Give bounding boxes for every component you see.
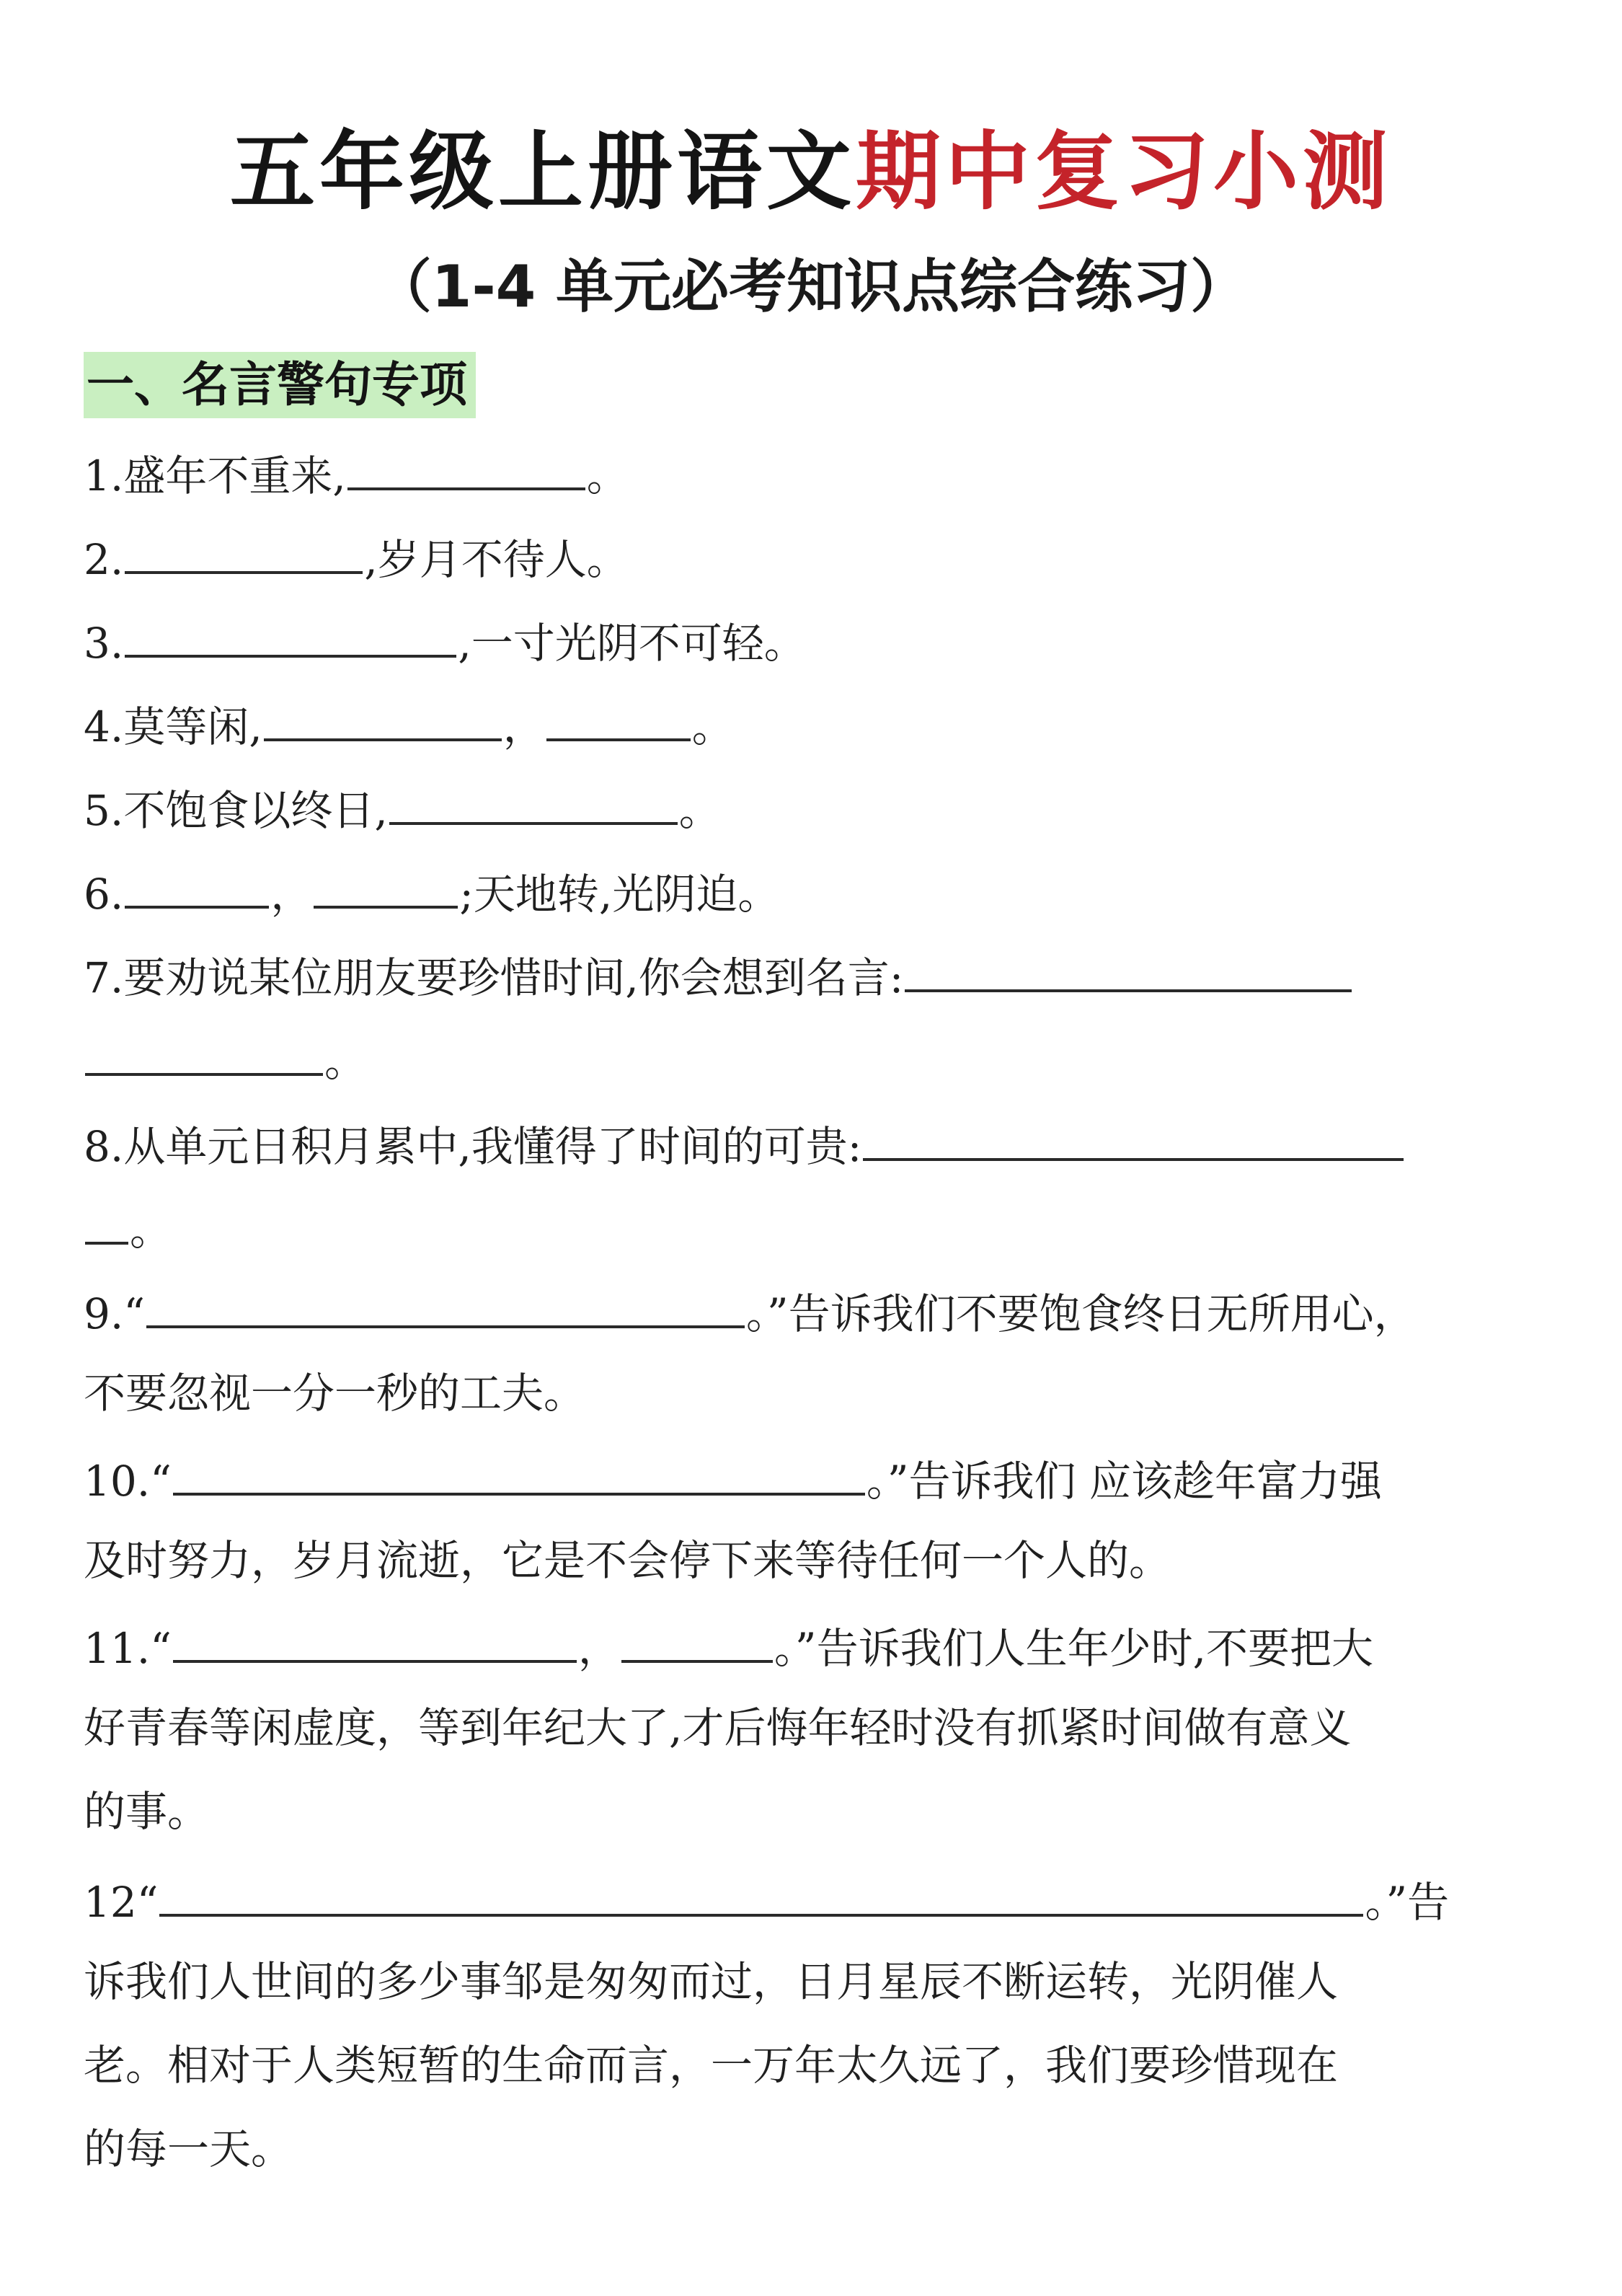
question-12-cont: 诉我们人世间的多少事邹是匆匆而过，日月星辰不断运转，光阴催人 xyxy=(84,1957,1339,2006)
question-text-end: 。 xyxy=(324,1037,367,1086)
question-text-end: ,岁月不待人。 xyxy=(364,535,629,584)
page-title xyxy=(0,121,1622,222)
separator: ， xyxy=(270,870,313,919)
question-12 xyxy=(84,1869,1449,1931)
separator: ， xyxy=(577,1624,620,1673)
question-7-cont xyxy=(84,1028,366,1090)
title-red-part: 期中复习小测 xyxy=(856,122,1393,221)
answer-blank-cont[interactable] xyxy=(85,1197,128,1245)
question-text-end: 。”告 xyxy=(1365,1878,1450,1927)
question-number: 1. xyxy=(84,451,124,500)
answer-blank[interactable] xyxy=(389,777,678,825)
question-number: 5. xyxy=(84,786,124,835)
question-text-end: 。”告诉我们人生年少时,不要把大 xyxy=(774,1624,1374,1673)
answer-blank[interactable] xyxy=(314,861,458,909)
answer-blank[interactable] xyxy=(146,1281,745,1328)
question-number: 7. xyxy=(84,953,124,1002)
question-text: 不饱食以终日, xyxy=(123,786,388,835)
answer-blank[interactable] xyxy=(347,443,585,490)
question-8-cont xyxy=(84,1197,172,1259)
question-text: 要劝说某位朋友要珍惜时间,你会想到名言: xyxy=(123,953,904,1002)
question-text: 从单元日积月累中,我懂得了时间的可贵: xyxy=(123,1122,862,1171)
answer-blank[interactable] xyxy=(125,526,363,574)
title-black-part: 五年级上册语文 xyxy=(229,122,856,221)
question-number: 12 xyxy=(84,1878,137,1927)
question-number: 9. xyxy=(84,1289,124,1338)
answer-blank[interactable] xyxy=(173,1448,865,1496)
answer-blank[interactable] xyxy=(159,1869,1363,1917)
question-7 xyxy=(84,945,1353,1007)
question-text-end: 。 xyxy=(678,786,721,835)
question-text-end: 。 xyxy=(130,1206,172,1255)
open-quote: “ xyxy=(150,1624,172,1673)
question-11 xyxy=(84,1615,1373,1677)
question-9 xyxy=(84,1281,1416,1343)
answer-blank[interactable] xyxy=(546,694,691,741)
question-10 xyxy=(84,1448,1382,1510)
question-text: 莫等闲, xyxy=(123,702,262,751)
question-number: 8. xyxy=(84,1122,124,1171)
question-11-cont: 的事。 xyxy=(84,1787,210,1836)
question-number: 2. xyxy=(84,535,124,584)
separator: ， xyxy=(502,702,545,751)
answer-blank[interactable] xyxy=(863,1113,1404,1161)
question-9-cont: 不要忽视一分一秒的工夫。 xyxy=(84,1369,586,1418)
open-quote: “ xyxy=(123,1289,145,1338)
question-12-cont: 的每一天。 xyxy=(84,2124,293,2173)
question-8 xyxy=(84,1113,1405,1175)
question-1 xyxy=(84,443,629,505)
open-quote: “ xyxy=(150,1457,172,1506)
question-number: 11. xyxy=(84,1624,151,1673)
answer-blank[interactable] xyxy=(264,694,502,741)
answer-blank-cont[interactable] xyxy=(85,1028,323,1076)
section-heading: 一、名言警句专项 xyxy=(84,352,476,418)
question-text: 盛年不重来, xyxy=(123,451,346,500)
question-4 xyxy=(84,694,734,756)
answer-blank[interactable] xyxy=(125,861,269,909)
question-2 xyxy=(84,526,629,588)
question-text-end: 。”告诉我们 应该趁年富力强 xyxy=(866,1457,1382,1506)
question-3 xyxy=(84,610,806,672)
question-6 xyxy=(84,861,779,923)
page-subtitle: （1-4 单元必考知识点综合练习） xyxy=(373,253,1249,320)
question-text-end: ;天地转,光阴迫。 xyxy=(459,870,780,919)
question-5 xyxy=(84,777,721,839)
question-text-end: ,一寸光阴不可轻。 xyxy=(458,619,806,668)
answer-blank[interactable] xyxy=(173,1615,577,1663)
open-quote: “ xyxy=(136,1878,159,1927)
question-number: 3. xyxy=(84,619,124,668)
question-text-end: 。”告诉我们不要饱食终日无所用心， xyxy=(746,1289,1416,1338)
question-11-cont: 好青春等闲虚度，等到年纪大了,才后悔年轻时没有抓紧时间做有意义 xyxy=(84,1703,1352,1752)
question-number: 10. xyxy=(84,1457,151,1506)
answer-blank[interactable] xyxy=(905,945,1352,992)
question-number: 6. xyxy=(84,870,124,919)
answer-blank[interactable] xyxy=(125,610,456,658)
question-text-end: 。 xyxy=(586,451,629,500)
question-number: 4. xyxy=(84,702,124,751)
answer-blank[interactable] xyxy=(621,1615,773,1663)
question-12-cont: 老。相对于人类短暂的生命而言，一万年太久远了，我们要珍惜现在 xyxy=(84,2041,1339,2090)
question-10-cont: 及时努力，岁月流逝，它是不会停下来等待任何一个人的。 xyxy=(84,1536,1171,1585)
question-text-end: 。 xyxy=(691,702,734,751)
